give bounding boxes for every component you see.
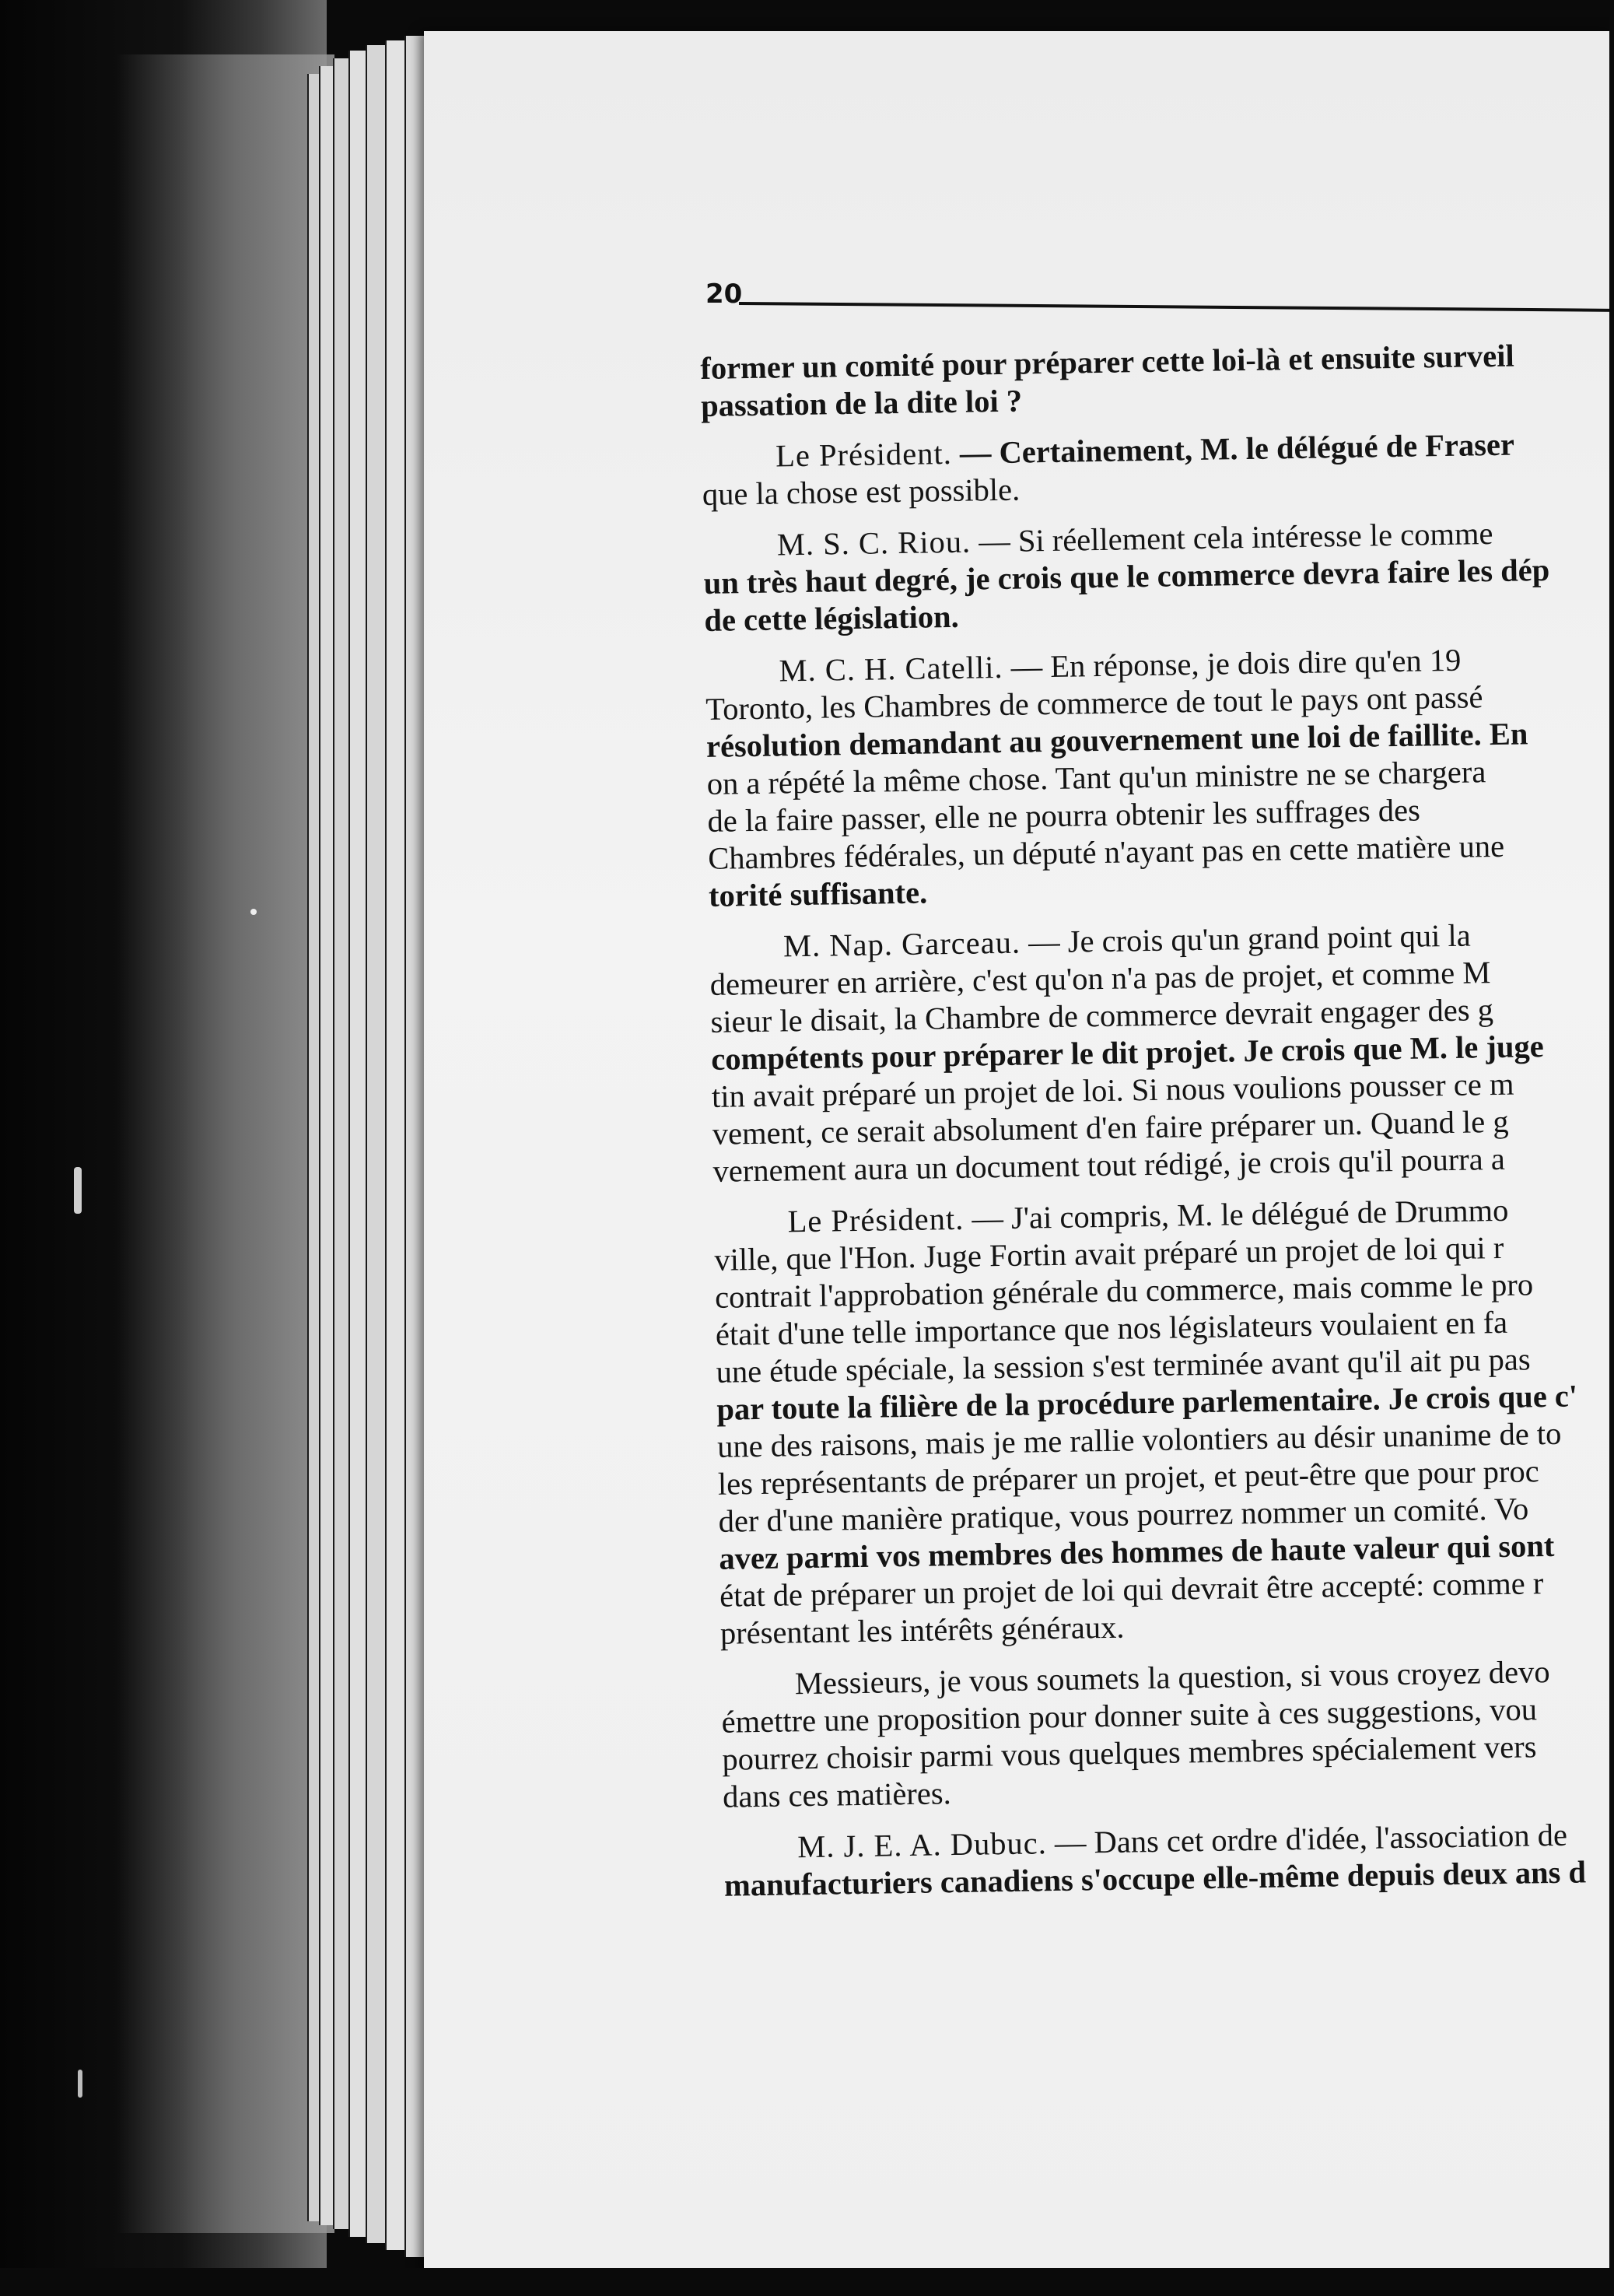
text-line: que la chose est possible.	[702, 471, 1021, 512]
speaker-name: Le Président.	[787, 1201, 965, 1239]
scan-speck	[74, 1167, 82, 1214]
text-line: sieur le disait, la Chambre de commerce devrait engager des g	[710, 992, 1494, 1039]
text-line: manufacturiers canadiens s'occupe elle-même depuis deux ans d	[723, 1854, 1587, 1903]
scan-bottom-edge	[0, 2268, 1614, 2296]
text-line: — En réponse, je dois dire qu'en 19	[1010, 642, 1462, 685]
text-line: contrait l'approbation générale du commerce, mais comme le pro	[714, 1267, 1534, 1315]
text-line: les représentants de préparer un projet, et peut-être que pour proc	[717, 1453, 1540, 1502]
paragraph	[721, 1652, 1614, 1815]
speaker-name: M. S. C. Riou.	[776, 524, 972, 563]
text-line: présentant les intérêts généraux.	[719, 1609, 1125, 1651]
text-line: — Je crois qu'un grand point qui la	[1028, 917, 1472, 960]
text-line: par toute la filière de la procédure parlementaire. Je crois que c'	[716, 1378, 1578, 1427]
text-line: avez parmi vos membres des hommes de haute valeur qui sont	[719, 1527, 1555, 1576]
paragraph	[705, 639, 1614, 914]
text-line: une des raisons, mais je me rallie volontiers au désir unanime de to	[716, 1415, 1562, 1464]
text-line: Messieurs, je vous soumets la question, si vous croyez devo	[794, 1654, 1550, 1702]
text-line: ville, que l'Hon. Juge Fortin avait préparé un projet de loi qui r	[714, 1229, 1504, 1278]
text-line: — J'ai compris, M. le délégué de Drummo	[972, 1192, 1509, 1236]
speaker-name: M. J. E. A. Dubuc.	[796, 1825, 1048, 1865]
paragraph	[700, 336, 1614, 425]
scan-speck	[78, 2070, 82, 2098]
page-text	[700, 336, 1614, 2046]
text-line: — Certainement, M. le délégué de Fraser	[959, 426, 1515, 471]
text-line: une étude spéciale, la session s'est terminée avant qu'il ait pu pas	[716, 1341, 1531, 1390]
text-line: résolution demandant au gouvernement une loi de faillite. En	[705, 716, 1528, 764]
book-page	[424, 31, 1614, 2272]
text-line: Toronto, les Chambres de commerce de tout le pays ont passé	[705, 679, 1483, 727]
speaker-name: M. C. H. Catelli.	[779, 649, 1003, 689]
text-line: compétents pour préparer le dit projet. Je crois que M. le juge	[710, 1029, 1545, 1077]
text-line: dans ces matières.	[722, 1775, 952, 1814]
paragraph	[713, 1190, 1614, 1652]
text-line: former un comité pour préparer cette loi-là et ensuite surveil	[700, 338, 1514, 386]
paragraph	[709, 914, 1614, 1190]
text-line: vement, ce serait absolument d'en faire préparer un. Quand le g	[712, 1103, 1509, 1152]
paragraph	[703, 514, 1614, 640]
text-line: pourrez choisir parmi vous quelques membres spécialement vers	[722, 1729, 1537, 1777]
scan-speck	[250, 909, 257, 915]
page-number: 20	[705, 279, 743, 310]
scan-right-edge	[1609, 0, 1614, 2296]
speaker-name: M. Nap. Garceau.	[782, 924, 1021, 964]
text-line: — Dans cet ordre d'idée, l'association de	[1054, 1817, 1568, 1861]
text-line: tin avait préparé un projet de loi. Si nous voulions pousser ce m	[711, 1066, 1514, 1114]
text-line: émettre une proposition pour donner suite à ces suggestions, vou	[721, 1691, 1538, 1740]
text-line: torité suffisante.	[708, 875, 928, 913]
paragraph	[723, 1815, 1614, 1904]
text-line: passation de la dite loi ?	[700, 383, 1023, 423]
text-line: vernement aura un document tout rédigé, je crois qu'il pourra a	[712, 1141, 1506, 1189]
text-line: état de préparer un projet de loi qui devrait être accepté: comme r	[719, 1565, 1544, 1614]
text-line: était d'une telle importance que nos législateurs voulaient en fa	[715, 1304, 1508, 1352]
book-spine-shadow	[117, 54, 334, 2233]
text-line: demeurer en arrière, c'est qu'on n'a pas de projet, et comme M	[709, 955, 1491, 1002]
text-line: Chambres fédérales, un député n'ayant pas en cette matière une	[707, 828, 1505, 876]
text-line: de la faire passer, elle ne pourra obtenir les suffrages des	[707, 792, 1421, 839]
header-rule	[739, 302, 1614, 312]
paragraph	[702, 425, 1614, 514]
text-line: on a répété la même chose. Tant qu'un ministre ne se chargera	[706, 754, 1486, 801]
text-line: — Si réellement cela intéresse le comme	[978, 516, 1493, 559]
text-line: der d'une manière pratique, vous pourrez nommer un comité. Vo	[718, 1491, 1529, 1539]
speaker-name: Le Président.	[775, 435, 953, 474]
text-line: un très haut degré, je crois que le commerce devra faire les dép	[703, 552, 1550, 601]
text-line: de cette législation.	[704, 598, 960, 638]
